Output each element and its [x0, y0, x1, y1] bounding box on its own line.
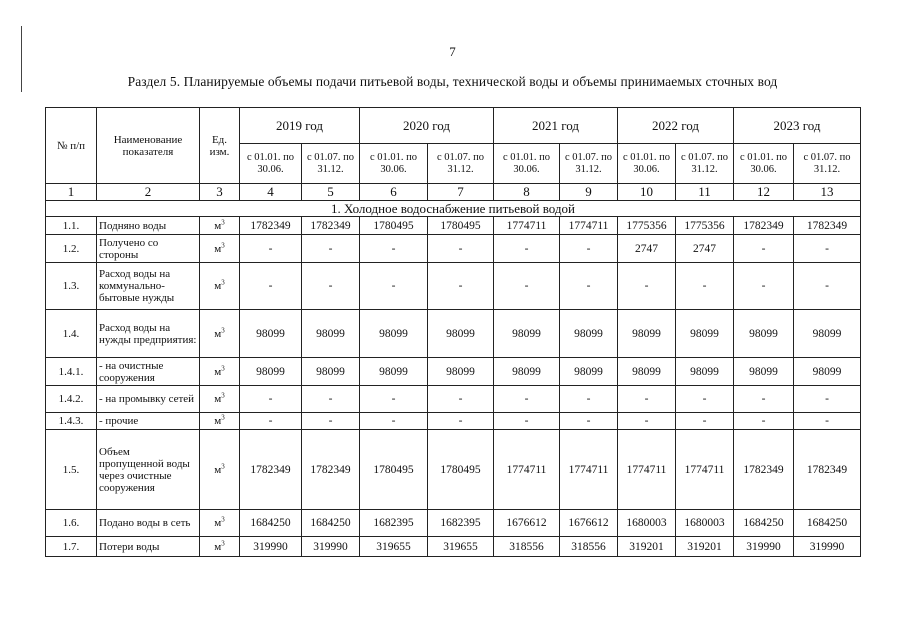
value-cell: 98099	[794, 310, 861, 358]
row-name: Расход воды на нужды предприятия:	[97, 310, 200, 358]
header-year-2021: 2021 год	[494, 108, 618, 144]
unit-exponent: 3	[221, 391, 225, 400]
table-row	[46, 386, 861, 413]
column-number: 11	[676, 184, 734, 201]
unit-exponent: 3	[221, 515, 225, 524]
header-period-6: с 01.01. по 30.06.	[360, 144, 428, 184]
value-cell: 1782349	[794, 217, 861, 235]
value-cell: -	[360, 386, 428, 413]
header-period-11: с 01.07. по 31.12.	[676, 144, 734, 184]
unit-base: м	[214, 365, 222, 378]
value-cell: 1780495	[428, 430, 494, 510]
value-cell: -	[240, 413, 302, 430]
column-number: 2	[97, 184, 200, 201]
value-cell: -	[428, 413, 494, 430]
unit-base: м	[214, 540, 222, 553]
value-cell: -	[618, 263, 676, 310]
row-unit	[200, 217, 240, 235]
row-number: 1.1.	[46, 217, 97, 235]
value-cell: 319655	[428, 537, 494, 557]
row-number: 1.4.3.	[46, 413, 97, 430]
value-cell: -	[302, 235, 360, 263]
value-cell: 318556	[560, 537, 618, 557]
value-cell: -	[794, 413, 861, 430]
column-number: 13	[794, 184, 861, 201]
row-unit	[200, 413, 240, 430]
value-cell: -	[560, 413, 618, 430]
column-number: 1	[46, 184, 97, 201]
value-cell: 98099	[560, 310, 618, 358]
value-cell: 98099	[494, 358, 560, 386]
column-number: 12	[734, 184, 794, 201]
unit-base: м	[214, 393, 222, 405]
row-unit	[200, 430, 240, 510]
value-cell: -	[494, 413, 560, 430]
column-number: 9	[560, 184, 618, 201]
header-num: № п/п	[46, 108, 97, 184]
value-cell: 319990	[240, 537, 302, 557]
value-cell: 1680003	[618, 510, 676, 537]
value-cell: 1780495	[360, 217, 428, 235]
value-cell: 1780495	[360, 430, 428, 510]
table-row	[46, 537, 861, 557]
column-number: 10	[618, 184, 676, 201]
unit-exponent: 3	[221, 325, 225, 334]
row-name: - на промывку сетей	[97, 386, 200, 413]
value-cell: 319201	[618, 537, 676, 557]
table-row	[46, 413, 861, 430]
value-cell: -	[428, 235, 494, 263]
table-row	[46, 217, 861, 235]
value-cell: 1782349	[734, 430, 794, 510]
column-number: 3	[200, 184, 240, 201]
value-cell: 98099	[360, 310, 428, 358]
header-period-12: с 01.01. по 30.06.	[734, 144, 794, 184]
value-cell: -	[734, 235, 794, 263]
value-cell: 98099	[794, 358, 861, 386]
header-year-2020: 2020 год	[360, 108, 494, 144]
row-number: 1.4.	[46, 310, 97, 358]
value-cell: 98099	[734, 310, 794, 358]
value-cell: -	[240, 263, 302, 310]
header-period-10: с 01.01. по 30.06.	[618, 144, 676, 184]
unit-exponent: 3	[221, 278, 225, 287]
row-number: 1.7.	[46, 537, 97, 557]
header-year-2023: 2023 год	[734, 108, 861, 144]
row-number: 1.5.	[46, 430, 97, 510]
value-cell: 98099	[302, 310, 360, 358]
table-row	[46, 263, 861, 310]
unit-exponent: 3	[221, 217, 225, 226]
unit-base: м	[214, 327, 222, 340]
value-cell: 318556	[494, 537, 560, 557]
unit-exponent: 3	[221, 363, 225, 372]
value-cell: 1682395	[360, 510, 428, 537]
row-name: - на очистные сооружения	[97, 358, 200, 386]
value-cell: -	[676, 263, 734, 310]
table-row	[46, 235, 861, 263]
value-cell: -	[240, 235, 302, 263]
header-unit: Ед. изм.	[200, 108, 240, 184]
value-cell: 1684250	[302, 510, 360, 537]
value-cell: -	[494, 235, 560, 263]
value-cell: -	[240, 386, 302, 413]
value-cell: 1680003	[676, 510, 734, 537]
table-row	[46, 358, 861, 386]
value-cell: -	[734, 263, 794, 310]
value-cell: 1775356	[676, 217, 734, 235]
header-period-7: с 01.07. по 31.12.	[428, 144, 494, 184]
row-number: 1.4.2.	[46, 386, 97, 413]
value-cell: -	[794, 235, 861, 263]
value-cell: 1676612	[560, 510, 618, 537]
row-unit	[200, 235, 240, 263]
value-cell: 98099	[494, 310, 560, 358]
value-cell: -	[794, 386, 861, 413]
unit-base: м	[214, 517, 222, 529]
value-cell: 1682395	[428, 510, 494, 537]
value-cell: 319201	[676, 537, 734, 557]
header-period-9: с 01.07. по 31.12.	[560, 144, 618, 184]
row-number: 1.3.	[46, 263, 97, 310]
unit-base: м	[214, 463, 222, 476]
value-cell: 98099	[618, 310, 676, 358]
value-cell: 98099	[560, 358, 618, 386]
value-cell: -	[618, 386, 676, 413]
value-cell: 2747	[618, 235, 676, 263]
value-cell: 98099	[240, 358, 302, 386]
column-number: 7	[428, 184, 494, 201]
value-cell: 1782349	[302, 217, 360, 235]
water-volume-table	[45, 107, 861, 557]
value-cell: 1684250	[240, 510, 302, 537]
value-cell: 1774711	[676, 430, 734, 510]
row-unit	[200, 310, 240, 358]
value-cell: -	[794, 263, 861, 310]
value-cell: 1782349	[240, 217, 302, 235]
value-cell: 98099	[302, 358, 360, 386]
row-name: Объем пропущенной воды через очистные сооружения	[97, 430, 200, 510]
value-cell: -	[428, 263, 494, 310]
value-cell: 98099	[676, 358, 734, 386]
header-year-2022: 2022 год	[618, 108, 734, 144]
value-cell: 98099	[734, 358, 794, 386]
value-cell: -	[302, 413, 360, 430]
value-cell: 319655	[360, 537, 428, 557]
value-cell: -	[560, 386, 618, 413]
value-cell: 319990	[302, 537, 360, 557]
value-cell: 1775356	[618, 217, 676, 235]
value-cell: -	[734, 413, 794, 430]
unit-exponent: 3	[221, 538, 225, 547]
column-number: 5	[302, 184, 360, 201]
unit-base: м	[214, 280, 222, 292]
value-cell: 1782349	[794, 430, 861, 510]
table-row	[46, 430, 861, 510]
unit-base: м	[214, 415, 222, 427]
value-cell: -	[560, 263, 618, 310]
value-cell: 1676612	[494, 510, 560, 537]
unit-base: м	[214, 219, 222, 232]
header-period-13: с 01.07. по 31.12.	[794, 144, 861, 184]
value-cell: -	[676, 386, 734, 413]
table-row	[46, 510, 861, 537]
value-cell: 1782349	[240, 430, 302, 510]
value-cell: -	[428, 386, 494, 413]
value-cell: -	[302, 386, 360, 413]
value-cell: 98099	[618, 358, 676, 386]
column-number: 6	[360, 184, 428, 201]
value-cell: -	[618, 413, 676, 430]
unit-base: м	[214, 242, 222, 255]
row-name: Подано воды в сеть	[97, 510, 200, 537]
row-name: - прочие	[97, 413, 200, 430]
row-unit	[200, 537, 240, 557]
value-cell: -	[560, 235, 618, 263]
section-title: Раздел 5. Планируемые объемы подачи питьевой воды, технической воды и объемы принимаемых сточных вод	[127, 74, 778, 89]
row-number: 1.2.	[46, 235, 97, 263]
row-name: Расход воды на коммунально-бытовые нужды	[97, 263, 200, 310]
unit-exponent: 3	[221, 461, 225, 470]
row-unit	[200, 510, 240, 537]
value-cell: 319990	[794, 537, 861, 557]
value-cell: 98099	[240, 310, 302, 358]
value-cell: 1774711	[560, 430, 618, 510]
value-cell: 1780495	[428, 217, 494, 235]
row-name: Получено со стороны	[97, 235, 200, 263]
value-cell: 1774711	[494, 430, 560, 510]
value-cell: 1774711	[560, 217, 618, 235]
value-cell: 98099	[360, 358, 428, 386]
row-unit	[200, 358, 240, 386]
column-number: 4	[240, 184, 302, 201]
row-number: 1.6.	[46, 510, 97, 537]
row-unit	[200, 263, 240, 310]
value-cell: -	[734, 386, 794, 413]
value-cell: 1684250	[734, 510, 794, 537]
row-unit	[200, 386, 240, 413]
value-cell: -	[494, 263, 560, 310]
value-cell: -	[360, 235, 428, 263]
value-cell: 98099	[428, 310, 494, 358]
row-name: Подняно воды	[97, 217, 200, 235]
header-period-4: с 01.01. по 30.06.	[240, 144, 302, 184]
value-cell: 1774711	[494, 217, 560, 235]
value-cell: 1782349	[734, 217, 794, 235]
value-cell: 1774711	[618, 430, 676, 510]
value-cell: 319990	[734, 537, 794, 557]
header-period-8: с 01.01. по 30.06.	[494, 144, 560, 184]
value-cell: 98099	[676, 310, 734, 358]
value-cell: -	[302, 263, 360, 310]
value-cell: 98099	[428, 358, 494, 386]
value-cell: 2747	[676, 235, 734, 263]
value-cell: 1782349	[302, 430, 360, 510]
column-number: 8	[494, 184, 560, 201]
value-cell: -	[360, 413, 428, 430]
row-name: Потери воды	[97, 537, 200, 557]
section-label: 1. Холодное водоснабжение питьевой водой	[46, 201, 861, 217]
table-row	[46, 310, 861, 358]
unit-exponent: 3	[221, 240, 225, 249]
value-cell: -	[360, 263, 428, 310]
page-number: 7	[449, 44, 456, 59]
unit-exponent: 3	[221, 413, 225, 422]
header-name: Наименование показателя	[97, 108, 200, 184]
row-number: 1.4.1.	[46, 358, 97, 386]
value-cell: 1684250	[794, 510, 861, 537]
header-year-2019: 2019 год	[240, 108, 360, 144]
value-cell: -	[494, 386, 560, 413]
value-cell: -	[676, 413, 734, 430]
header-period-5: с 01.07. по 31.12.	[302, 144, 360, 184]
